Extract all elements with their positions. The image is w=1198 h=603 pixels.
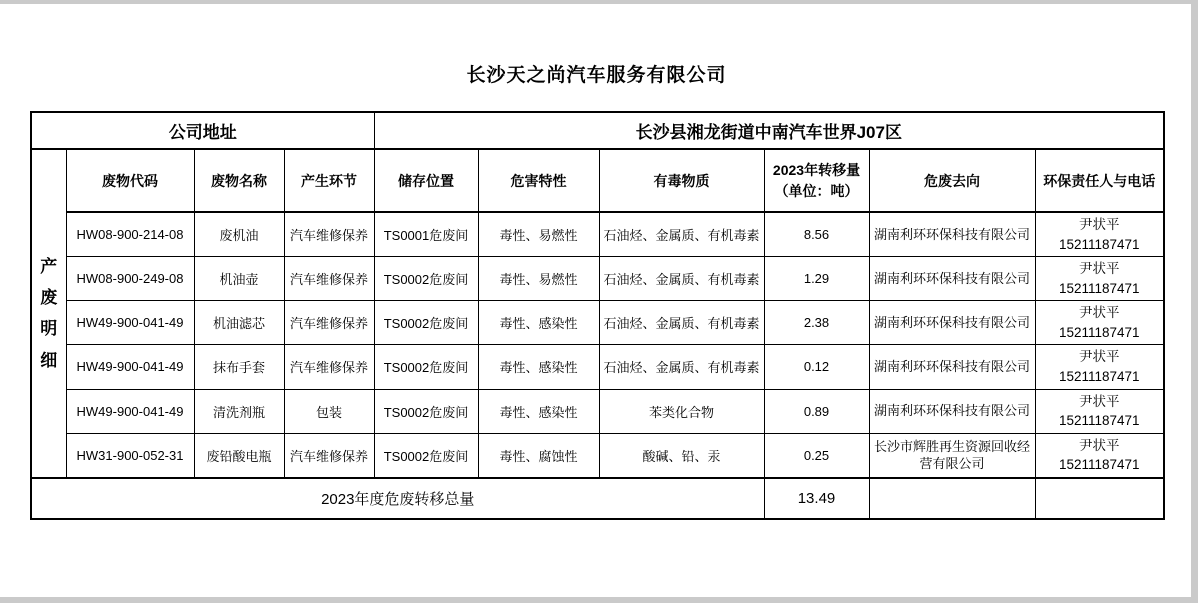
header-transfer-line1: 2023年转移量 [772,162,861,179]
stage-cell: 汽车维修保养 [284,433,374,478]
destination-cell: 湖南利环环保科技有限公司 [869,301,1035,345]
contact-cell [1035,257,1164,301]
table-row [31,433,1164,478]
toxic-cell: 石油烃、金属质、有机毒素 [599,257,764,301]
company-title: 长沙天之尚汽车服务有限公司 [466,65,727,86]
contact-phone: 15211187471 [1058,324,1140,340]
toxic-cell: 石油烃、金属质、有机毒素 [599,345,764,389]
storage-cell: TS0001危废间 [374,212,478,257]
waste-code-cell: HW31-900-052-31 [66,433,194,478]
waste-name-cell: 机油壶 [194,257,284,301]
header-waste-code: 废物代码 [66,149,194,212]
stage-cell: 汽车维修保养 [284,212,374,257]
header-storage: 储存位置 [374,149,478,212]
waste-code-cell: HW08-900-249-08 [66,257,194,301]
destination-cell: 长沙市辉胜再生资源回收经营有限公司 [869,433,1035,478]
destination-cell: 湖南利环环保科技有限公司 [869,345,1035,389]
amount-cell: 0.25 [764,433,869,478]
side-label-cell [31,149,66,478]
header-stage: 产生环节 [284,149,374,212]
header-transfer-line2: （单位：吨） [774,182,859,199]
hazard-cell: 毒性、腐蚀性 [478,433,599,478]
waste-code-cell: HW49-900-041-49 [66,345,194,389]
side-label: 产废明细 [40,256,58,370]
contact-phone: 15211187471 [1058,457,1140,473]
total-destination-empty-cell [869,478,1035,519]
storage-cell: TS0002危废间 [374,257,478,301]
stage-cell: 汽车维修保养 [284,301,374,345]
address-row [31,112,1164,149]
address-value-cell: 长沙县湘龙街道中南汽车世界J07区 [374,112,1164,149]
contact-name: 尹状平 [1079,261,1120,277]
total-contact-empty-cell [1035,478,1164,519]
waste-name-cell: 废铅酸电瓶 [194,433,284,478]
total-label-cell: 2023年度危废转移总量 [31,478,764,519]
waste-name-cell: 废机油 [194,212,284,257]
contact-cell [1035,433,1164,478]
waste-code-cell: HW08-900-214-08 [66,212,194,257]
contact-name: 尹状平 [1079,349,1120,365]
header-hazard: 危害特性 [478,149,599,212]
destination-cell: 湖南利环环保科技有限公司 [869,212,1035,257]
toxic-cell: 石油烃、金属质、有机毒素 [599,212,764,257]
contact-name: 尹状平 [1079,305,1120,321]
amount-cell: 0.12 [764,345,869,389]
table-row [31,257,1164,301]
header-toxic: 有毒物质 [599,149,764,212]
waste-name-cell: 抹布手套 [194,345,284,389]
toxic-cell: 酸碱、铅、汞 [599,433,764,478]
amount-cell: 2.38 [764,301,869,345]
waste-code-cell: HW49-900-041-49 [66,301,194,345]
hazard-cell: 毒性、感染性 [478,301,599,345]
hazard-cell: 毒性、感染性 [478,345,599,389]
address-label-cell: 公司地址 [31,112,374,149]
contact-phone: 15211187471 [1058,236,1140,252]
hazard-cell: 毒性、感染性 [478,389,599,433]
waste-transfer-table [30,111,1165,520]
storage-cell: TS0002危废间 [374,389,478,433]
header-waste-name: 废物名称 [194,149,284,212]
contact-cell [1035,389,1164,433]
header-transfer-amount [764,149,869,212]
amount-cell: 1.29 [764,257,869,301]
storage-cell: TS0002危废间 [374,345,478,389]
header-contact: 环保责任人与电话 [1035,149,1164,212]
stage-cell: 汽车维修保养 [284,345,374,389]
contact-name: 尹状平 [1079,437,1120,453]
amount-cell: 8.56 [764,212,869,257]
storage-cell: TS0002危废间 [374,433,478,478]
amount-cell: 0.89 [764,389,869,433]
table-row [31,389,1164,433]
contact-cell [1035,301,1164,345]
contact-name: 尹状平 [1079,393,1120,409]
table-row [31,345,1164,389]
destination-cell: 湖南利环环保科技有限公司 [869,389,1035,433]
stage-cell: 包装 [284,389,374,433]
toxic-cell: 石油烃、金属质、有机毒素 [599,301,764,345]
contact-phone: 15211187471 [1058,368,1140,384]
waste-name-cell: 机油滤芯 [194,301,284,345]
table-row [31,301,1164,345]
toxic-cell: 苯类化合物 [599,389,764,433]
total-row [31,478,1164,519]
destination-cell: 湖南利环环保科技有限公司 [869,257,1035,301]
hazard-cell: 毒性、易燃性 [478,212,599,257]
contact-cell [1035,212,1164,257]
waste-code-cell: HW49-900-041-49 [66,389,194,433]
contact-phone: 15211187471 [1058,413,1140,429]
hazard-cell: 毒性、易燃性 [478,257,599,301]
contact-phone: 15211187471 [1058,280,1140,296]
storage-cell: TS0002危废间 [374,301,478,345]
stage-cell: 汽车维修保养 [284,257,374,301]
column-header-row [31,149,1164,212]
table-row [31,212,1164,257]
header-destination: 危废去向 [869,149,1035,212]
contact-name: 尹状平 [1079,217,1120,232]
contact-cell [1035,345,1164,389]
total-amount-cell: 13.49 [764,478,869,519]
waste-name-cell: 清洗剂瓶 [194,389,284,433]
